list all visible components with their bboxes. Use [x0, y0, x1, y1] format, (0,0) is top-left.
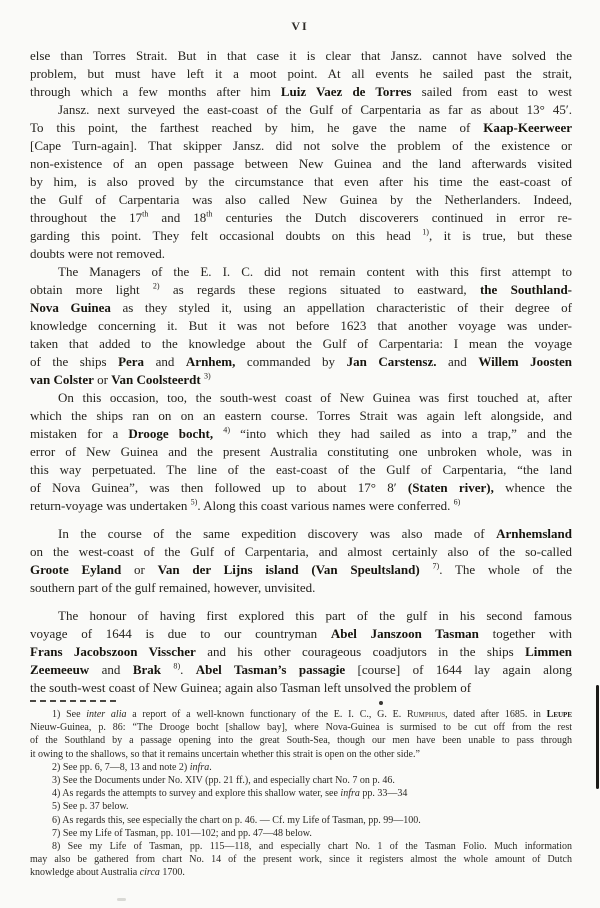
text-line: the south-west coast of New Guinea; again also Tasman left unsolved the problem of [30, 680, 472, 695]
text-line: on the west-coast of the Gulf of Carpentaria, and almost certainly also of the so-called [30, 544, 572, 559]
footnote-line: 5) See p. 37 below. [52, 801, 129, 813]
footnote-line: may also be gathered from chart No. 14 of the present work, since it registers almost the whole amount of Dutch [30, 854, 572, 866]
footnotes [30, 708, 572, 879]
text-line: taken that added to the knowledge about the Gulf of Carpentaria: I mean the voyage [30, 336, 572, 351]
footnote-line: 1) See inter alia a report of a well-known functionary of the E. I. C., G. E. Rumphius, dated after 1685. in Leupe [52, 709, 572, 720]
footnote-line: 4) As regards the attempts to survey and explore this shallow water, see infra pp. 33—34 [52, 788, 408, 800]
footnote-line: 7) See my Life of Tasman, pp. 101—102; and pp. 47—48 below. [52, 827, 312, 839]
scan-artifact-dot [379, 701, 383, 705]
text-line: throughout the 17th and 18th centuries the Dutch discoverers continued in error re- [30, 209, 572, 225]
text-line: non-existence of an open passage between New Guinea and the land afterwards visited [30, 156, 572, 171]
text-line: Groote Eyland or Van der Lijns island (Van Speultsland) $^{7)}$. The whole of the [30, 561, 572, 577]
text-line: problem, but must have left it a moot point. At all events he sailed past the strait, [30, 66, 572, 81]
text-line: Jansz. next surveyed the east-coast of the Gulf of Carpentaria as far as about 13° 45′. [58, 102, 572, 117]
text-line: voyage of 1644 is due to our countryman Abel Janszoon Tasman together with [30, 626, 572, 641]
body-text [30, 47, 572, 697]
text-line: this way perpetuated. The line of the east-coast of the Gulf of Carpentaria, “the land [30, 462, 572, 477]
page-number: VI [291, 19, 309, 33]
footnote-line: 8) See my Life of Tasman, pp. 115—118, and especially chart No. 1 of the Tasman Folio. Much information [52, 840, 572, 852]
text-line: by him, is also proved by the circumstance that even after his time the east-coast of [30, 174, 572, 189]
text-line: which the ships ran on on an eastern course. Torres Strait was again left alongside, and [30, 408, 572, 423]
footnote-line: 2) See pp. 6, 7—8, 13 and note 2) infra. [52, 761, 212, 773]
footnote-line: 3) See the Documents under No. XIV (pp. 21 ff.), and especially chart No. 7 on p. 46. [52, 774, 395, 786]
text-line: through which a few months after him Luiz Vaez de Torres sailed from east to west [30, 84, 572, 99]
text-line: of the ships Pera and Arnhem, commanded by Jan Carstensz. and Willem Joosten [30, 354, 572, 369]
text-line: Nova Guinea as they styled it, using an appellation characteristic of their degree of [30, 300, 572, 315]
text-line: obtain more light $^{2)}$ as regards these regions situated to eastward, the Southland- [30, 281, 573, 297]
footnote-separator [30, 700, 116, 702]
footnote-line: Nieuw-Guinea, p. 86: “The Drooge bocht [shallow bay], where Nova-Guinea is surmised to be cut off from the rest [30, 722, 572, 734]
text-line: the Gulf of Carpentaria was also called New Guinea by the Netherlanders. Indeed, [30, 192, 572, 207]
text-line: doubts were not removed. [30, 246, 166, 261]
text-line: garding this point. They felt occasional doubts on this head $^{1)}$, it is true, but these [30, 227, 572, 243]
text-line: [Cape Turn-again]. That skipper Jansz. did not solve the problem of the existence or [30, 138, 572, 153]
text-line: else than Torres Strait. But in that case it is clear that Jansz. cannot have solved the [30, 48, 572, 63]
text-line: mistaken for a Drooge bocht, $^{4)}$ “into which they had sailed as into a trap,” and the [30, 425, 572, 441]
text-line: Zeemeeuw and Brak $^{8)}$. Abel Tasman’s passagie [course] of 1644 lay again along [30, 661, 572, 677]
text-line: On this occasion, too, the south-west coast of New Guinea was first touched at, after [58, 390, 572, 405]
text-line: In the course of the same expedition discovery was also made of Arnhemsland [58, 526, 572, 541]
scan-artifact-right-bar [596, 685, 599, 789]
text-line: The honour of having first explored this part of the gulf in his second famous [58, 608, 572, 623]
text-line: Frans Jacobszoon Visscher and his other courageous coadjutors in the ships Limmen [30, 644, 573, 659]
text-line: of Nova Guinea”, was then followed up to about 17° 8′ (Staten river), whence the [30, 480, 572, 495]
text-line: knowledge concerning it. But it was not before 1623 that another voyage was under- [30, 318, 572, 333]
footnote-line: it owing to the shallows, so that it remains uncertain whether this strait is open on the other side.” [30, 748, 420, 760]
text-line: southern part of the gulf remained, however, unvisited. [30, 580, 316, 595]
text-line: return-voyage was undertaken $^{5)}$. Along this coast various names were conferred. $^{6)}$ [30, 497, 461, 513]
text-line: error of New Guinea and the present Australia constituting one unbroken whole, was in [30, 444, 572, 459]
text-line: van Colster or Van Coolsteerdt $^{3)}$ [30, 371, 211, 387]
scan-artifact-smudge [117, 898, 126, 901]
footnote-line: 6) As regards this, see especially the chart on p. 46. — Cf. my Life of Tasman, pp. 99—100. [52, 814, 421, 826]
text-line: To this point, the farthest reached by him, he gave the name of Kaap-Keerweer [30, 120, 572, 135]
text-line: The Managers of the E. I. C. did not remain content with this first attempt to [58, 264, 572, 279]
footnote-line: of the Southland by a passage opening into the great South-Sea, though our men have been unable to pass through [30, 735, 572, 747]
footnote-line: knowledge about Australia circa 1700. [30, 867, 185, 879]
